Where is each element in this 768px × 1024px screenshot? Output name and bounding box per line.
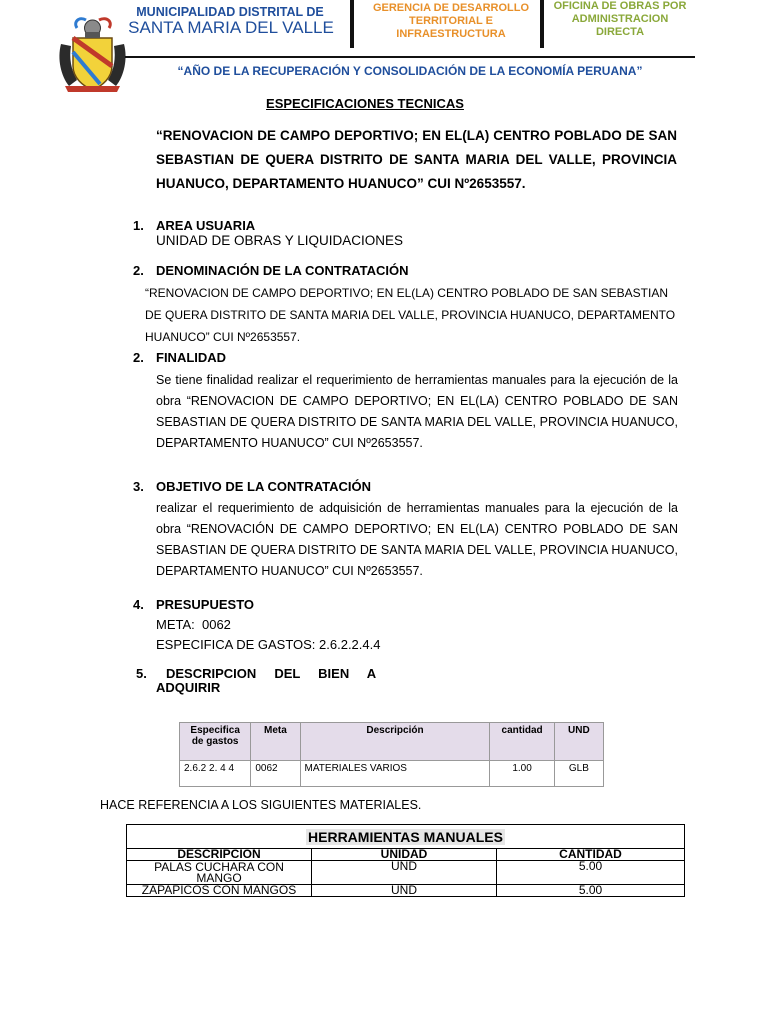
tools-table xyxy=(126,824,685,897)
project-title-last: HUANUCO, DEPARTAMENTO HUANUCO” CUI Nº2653557. xyxy=(156,176,526,191)
section-3-number: 3. xyxy=(133,479,144,494)
section-3-text: realizar el requerimiento de adquisición de herramientas manuales para la ejecución de la obra “RENOVACIÓN DE CAMPO DEPORTIVO; EN EL(LA) CENTRO POBLADO DE SAN SEBASTIAN DE QUERA DISTRITO DE SANTA MARIA DEL VALLE, PROVINCIA HUANUCO, DEPARTAMENTO HUANUCO” CUI Nº2653557. xyxy=(156,501,678,578)
table-row xyxy=(127,885,685,897)
budget-cell-meta: 0062 xyxy=(251,761,300,787)
municipality-name-line2: SANTA MARIA DEL VALLE xyxy=(128,18,334,37)
section-5-number: 5. xyxy=(136,666,147,681)
tools-table-title-row xyxy=(127,825,685,849)
budget-cell-cantidad: 1.00 xyxy=(490,761,554,787)
budget-table xyxy=(179,722,604,787)
section-2-title: DENOMINACIÓN DE LA CONTRATACIÓN xyxy=(156,263,409,278)
budget-cell-especifica: 2.6.2 2. 4 4 xyxy=(180,761,251,787)
section-5-title-line1: DESCRIPCION DEL BIEN A xyxy=(166,666,377,681)
tools-cell-descripcion: ZAPAPICOS CON MANGOS xyxy=(127,885,312,897)
project-title-main: “RENOVACION DE CAMPO DEPORTIVO; EN EL(LA) CENTRO POBLADO DE SAN SEBASTIAN DE QUERA DISTRITO DE SANTA MARIA DEL VALLE, PROVINCIA xyxy=(156,128,677,167)
tools-cell-descripcion: PALAS CUCHARA CON MANGO xyxy=(127,861,312,885)
header-rule xyxy=(125,56,695,58)
budget-header-especifica: Especifica de gastos xyxy=(180,723,251,761)
section-finalidad-text: Se tiene finalidad realizar el requerimiento de herramientas manuales para la ejecución de la obra “RENOVACION DE CAMPO DEPORTIVO; EN EL(LA) CENTRO POBLADO DE SAN SEBASTIAN DE QUERA DISTRITO DE SANTA MARIA DEL VALLE, PROVINCIA HUANUCO, DEPARTAMENTO HUANUCO” CUI Nº2653557. xyxy=(156,373,678,450)
tools-cell-unidad: UND xyxy=(312,885,497,897)
section-3-title: OBJETIVO DE LA CONTRATACIÓN xyxy=(156,479,371,494)
section-finalidad-title: FINALIDAD xyxy=(156,350,227,365)
budget-header-descripcion: Descripción xyxy=(300,723,490,761)
header-divider-1 xyxy=(350,0,354,48)
tools-header-descripcion: DESCRIPCION xyxy=(127,849,312,861)
section-4-meta: META: 0062 xyxy=(156,617,231,632)
tools-header-cantidad: CANTIDAD xyxy=(497,849,685,861)
table-row xyxy=(180,761,604,787)
tools-cell-cantidad: 5.00 xyxy=(497,885,685,897)
department-name: GERENCIA DE DESARROLLO TERRITORIAL E INFRAESTRUCTURA xyxy=(372,2,530,40)
header-divider-2 xyxy=(540,0,544,48)
section-5-title-line2: ADQUIRIR xyxy=(156,680,221,695)
project-title xyxy=(156,124,677,196)
table-row xyxy=(127,861,685,885)
section-1-title: AREA USUARIA xyxy=(156,218,256,233)
section-4-title: PRESUPUESTO xyxy=(156,597,255,612)
reference-text: HACE REFERENCIA A LOS SIGUIENTES MATERIALES. xyxy=(100,798,422,812)
office-name: OFICINA DE OBRAS POR ADMINISTRACION DIRECTA xyxy=(553,0,687,38)
section-4-number: 4. xyxy=(133,597,144,612)
budget-header-cantidad: cantidad xyxy=(490,723,554,761)
budget-table-header-row xyxy=(180,723,604,761)
document-title: ESPECIFICACIONES TECNICAS xyxy=(266,96,464,111)
budget-cell-descripcion: MATERIALES VARIOS xyxy=(300,761,490,787)
section-1-text: UNIDAD DE OBRAS Y LIQUIDACIONES xyxy=(156,233,404,248)
section-finalidad-number: 2. xyxy=(133,350,144,365)
tools-cell-unidad: UND xyxy=(312,861,497,885)
section-2-number: 2. xyxy=(133,263,144,278)
budget-header-meta: Meta xyxy=(251,723,300,761)
section-2-text: “RENOVACION DE CAMPO DEPORTIVO; EN EL(LA) CENTRO POBLADO DE SAN SEBASTIAN DE QUERA DISTRITO DE SANTA MARIA DEL VALLE, PROVINCIA HUANUCO, DEPARTAMENTO HUANUCO” CUI Nº2653557. xyxy=(145,286,676,344)
budget-cell-und: GLB xyxy=(554,761,603,787)
year-motto: “AÑO DE LA RECUPERACIÓN Y CONSOLIDACIÓN DE LA ECONOMÍA PERUANA” xyxy=(177,64,643,78)
section-4-especifica: ESPECIFICA DE GASTOS: 2.6.2.2.4.4 xyxy=(156,637,381,652)
tools-table-title: HERRAMIENTAS MANUALES xyxy=(308,828,503,845)
tools-cell-cantidad: 5.00 xyxy=(497,861,685,885)
section-1-number: 1. xyxy=(133,218,144,233)
budget-header-und: UND xyxy=(554,723,603,761)
tools-header-unidad: UNIDAD xyxy=(312,849,497,861)
municipality-name-line1: MUNICIPALIDAD DISTRITAL DE xyxy=(136,5,324,19)
